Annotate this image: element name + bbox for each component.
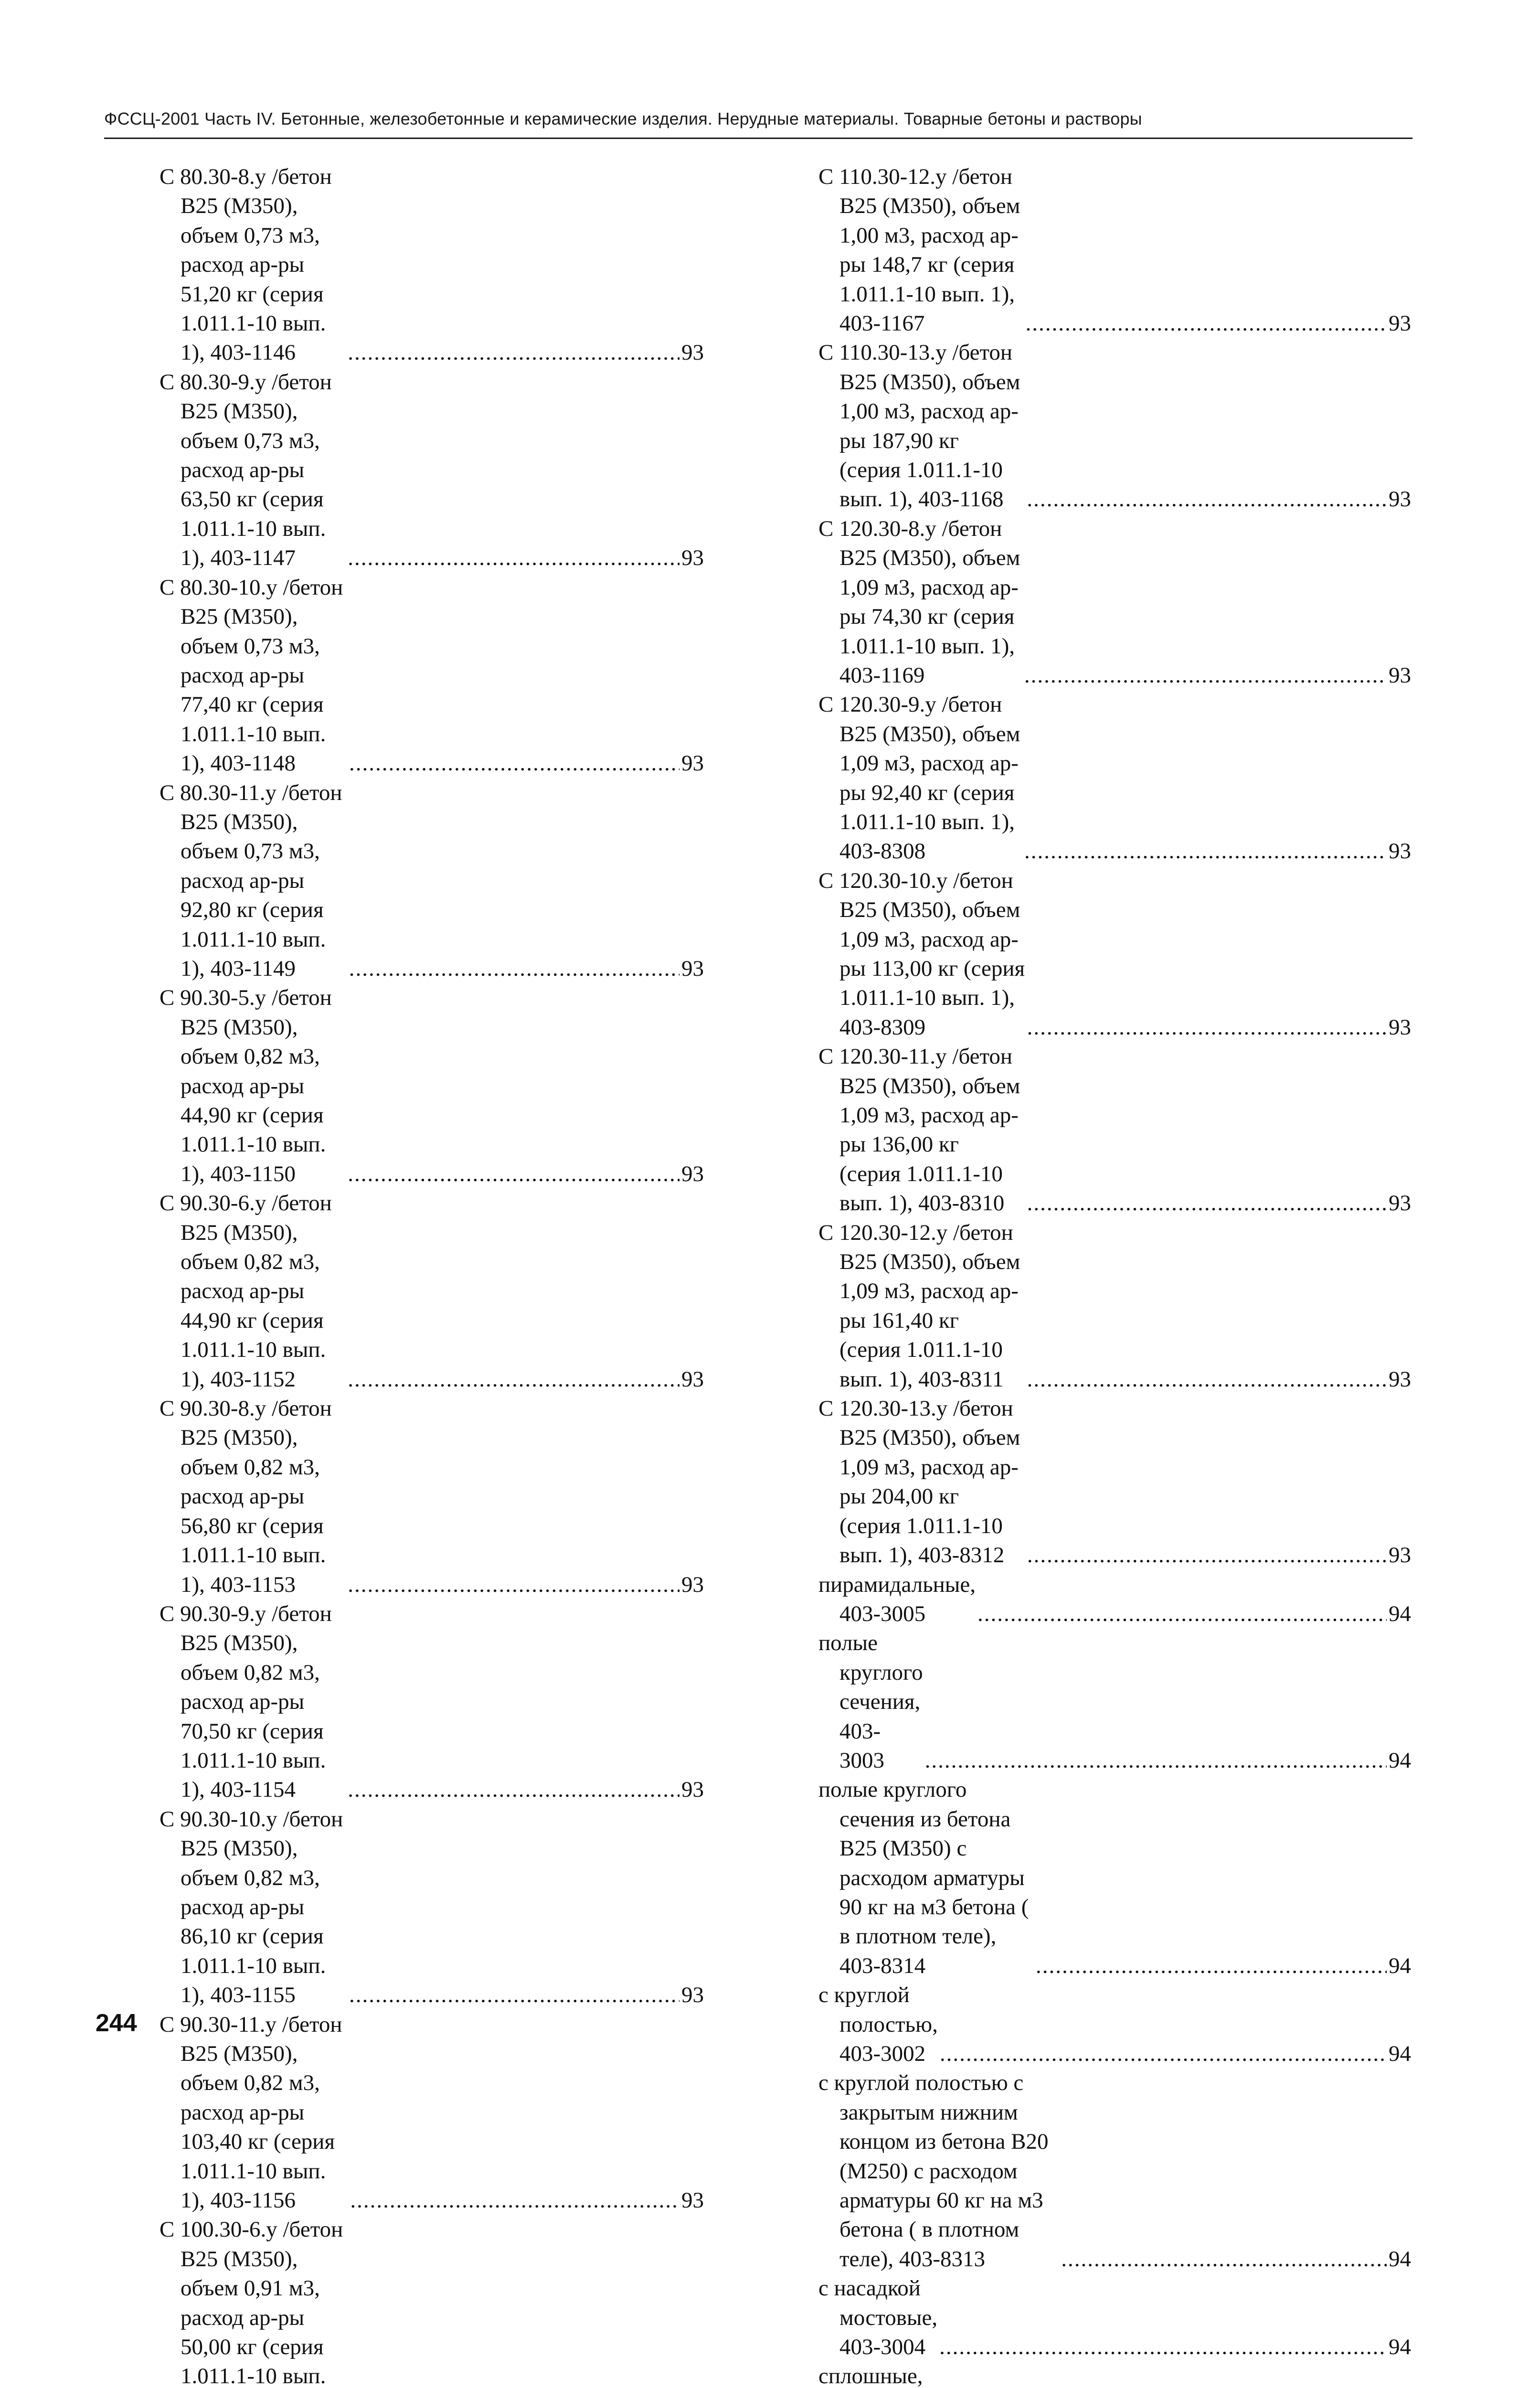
page-reference: 93 <box>681 340 704 365</box>
dot-leader <box>348 338 680 367</box>
index-entry <box>159 1189 704 1394</box>
index-entry <box>793 690 1411 866</box>
index-entry <box>793 2274 1411 2362</box>
dot-leader <box>1027 485 1387 514</box>
index-entry-text: С 100.30-6.у /бетон В25 (М350), объем 0,91 м3, расход ар-ры 50,00 кг (серия 1.011.1-10 вып. <box>159 2217 343 2388</box>
index-entry-text: С 120.30-8.у /бетон В25 (М350), объем 1,09 м3, расход ар-ры 74,30 кг (серия 1.011.1-10 вып. 1), 403-1169 <box>818 516 1020 688</box>
index-entry <box>159 2010 704 2216</box>
page-reference: 93 <box>681 751 704 776</box>
page-reference: 94 <box>1389 2246 1411 2271</box>
page-reference: 93 <box>1389 487 1411 512</box>
page-reference: 93 <box>1389 311 1411 336</box>
index-entry <box>793 338 1411 514</box>
page-reference: 93 <box>1389 839 1411 864</box>
dot-leader <box>348 1775 680 1804</box>
page-reference: 93 <box>681 1777 704 1802</box>
index-entry-text: С 110.30-13.у /бетон В25 (М350), объем 1,00 м3, расход ар-ры 187,90 кг (серия 1.011.1-10 вып. 1), 403-1168 <box>818 340 1020 512</box>
index-entry-text: полые круглого сечения, 403-3003 <box>818 1631 923 1773</box>
index-entry-text: С 110.30-12.у /бетон В25 (М350), объем 1,00 м3, расход ар-ры 148,7 кг (серия 1.011.1-10 вып. 1), 403-1167 <box>818 164 1020 336</box>
page-reference: 93 <box>1389 662 1411 688</box>
index-entry-text: с круглой полостью с закрытым нижним концом из бетона В20 (М250) с расходом арматуры 60 кг на м3 бетона ( в плотном теле), 403-8313 <box>818 2070 1049 2271</box>
index-entry-text: С 80.30-9.у /бетон В25 (М350), объем 0,73 м3, расход ар-ры 63,50 кг (серия 1.011.1-10 вып. 1), 403-1147 <box>159 369 332 571</box>
index-entry <box>793 1629 1411 1775</box>
page-reference: 93 <box>1389 1014 1411 1040</box>
index-entry-text: сплошные, <box>818 2364 923 2388</box>
index-entry <box>793 1394 1411 1570</box>
page-reference: 94 <box>1389 1748 1411 1773</box>
dot-leader <box>940 2039 1387 2068</box>
index-entry-text: С 90.30-11.у /бетон В25 (М350), объем 0,82 м3, расход ар-ры 103,40 кг (серия 1.011.1-10 вып. 1), 403-1156 <box>159 2012 342 2213</box>
dot-leader <box>1027 1541 1387 1570</box>
index-entry-text: С 90.30-8.у /бетон В25 (М350), объем 0,82 м3, расход ар-ры 56,80 кг (серия 1.011.1-10 вып. 1), 403-1153 <box>159 1396 332 1597</box>
dot-leader <box>977 1599 1387 1629</box>
index-entry-text: С 90.30-6.у /бетон В25 (М350), объем 0,82 м3, расход ар-ры 44,90 кг (серия 1.011.1-10 вып. 1), 403-1152 <box>159 1191 332 1392</box>
index-entry <box>793 1570 1411 1629</box>
dot-leader <box>1024 661 1387 690</box>
index-entry <box>793 2068 1411 2274</box>
page-reference: 94 <box>1389 1953 1411 1978</box>
dot-leader <box>1026 309 1387 338</box>
index-entry <box>793 1981 1411 2068</box>
index-column-right <box>793 162 1411 2388</box>
index-entry <box>159 1599 704 1805</box>
index-entry <box>793 866 1411 1042</box>
page-reference: 93 <box>681 1572 704 1597</box>
index-entry-text: С 90.30-9.у /бетон В25 (М350), объем 0,82 м3, расход ар-ры 70,50 кг (серия 1.011.1-10 вып. 1), 403-1154 <box>159 1601 332 1802</box>
running-header: ФССЦ-2001 Часть IV. Бетонные, железобетонные и керамические изделия. Нерудные материалы. Товарные бетоны и растворы <box>104 109 1142 128</box>
page-reference: 93 <box>681 2188 704 2213</box>
index-column-left <box>159 162 704 2388</box>
index-entry <box>793 162 1411 338</box>
index-entry <box>793 1042 1411 1218</box>
index-entry-text: С 120.30-12.у /бетон В25 (М350), объем 1,09 м3, расход ар-ры 161,40 кг (серия 1.011.1-10 вып. 1), 403-8311 <box>818 1220 1020 1392</box>
page-reference: 93 <box>1389 1191 1411 1216</box>
dot-leader <box>939 2333 1387 2362</box>
dot-leader <box>1027 1365 1387 1394</box>
page-reference: 93 <box>681 1366 704 1392</box>
index-entry <box>793 2362 1411 2388</box>
dot-leader <box>348 544 680 573</box>
index-entry <box>159 778 704 984</box>
index-entry-text: с круглой полостью, 403-3002 <box>818 1983 938 2066</box>
dot-leader <box>1027 1013 1387 1042</box>
index-entry-text: С 120.30-9.у /бетон В25 (М350), объем 1,09 м3, расход ар-ры 92,40 кг (серия 1.011.1-10 вып. 1), 403-8308 <box>818 692 1020 864</box>
index-entry-text: С 120.30-13.у /бетон В25 (М350), объем 1,09 м3, расход ар-ры 204,00 кг (серия 1.011.1-10 вып. 1), 403-8312 <box>818 1396 1020 1568</box>
page-reference: 93 <box>681 1161 704 1186</box>
dot-leader <box>1061 2245 1387 2274</box>
index-entry-text: С 90.30-5.у /бетон В25 (М350), объем 0,82 м3, расход ар-ры 44,90 кг (серия 1.011.1-10 вып. 1), 403-1150 <box>159 985 332 1186</box>
dot-leader <box>1024 837 1387 866</box>
page-number: 244 <box>96 2009 137 2037</box>
index-entry <box>159 162 704 368</box>
index-entry-text: С 80.30-11.у /бетон В25 (М350), объем 0,73 м3, расход ар-ры 92,80 кг (серия 1.011.1-10 вып. 1), 403-1149 <box>159 780 342 981</box>
index-entry <box>159 368 704 573</box>
header-rule <box>104 138 1413 139</box>
dot-leader <box>1036 1951 1387 1981</box>
dot-leader <box>348 1570 680 1599</box>
index-entry-text: полые круглого сечения из бетона В25 (М350) с расходом арматуры 90 кг на м3 бетона ( в плотном теле), 403-8314 <box>818 1777 1029 1978</box>
index-entry <box>159 983 704 1189</box>
dot-leader <box>349 749 680 778</box>
index-entry <box>793 514 1411 690</box>
index-entry-text: С 120.30-11.у /бетон В25 (М350), объем 1,09 м3, расход ар-ры 136,00 кг (серия 1.011.1-10 вып. 1), 403-8310 <box>818 1044 1020 1216</box>
dot-leader <box>349 1981 680 2010</box>
index-entry-text: С 80.30-10.у /бетон В25 (М350), объем 0,73 м3, расход ар-ры 77,40 кг (серия 1.011.1-10 вып. 1), 403-1148 <box>159 575 343 776</box>
page-reference: 94 <box>1389 2041 1411 2066</box>
page-reference: 93 <box>1389 1543 1411 1568</box>
index-entry <box>159 1805 704 2010</box>
index-entry <box>159 1394 704 1599</box>
dot-leader <box>1027 1189 1387 1218</box>
index-entry <box>159 573 704 778</box>
page-reference: 93 <box>1389 1366 1411 1392</box>
page-reference: 93 <box>681 956 704 981</box>
page-reference: 94 <box>1389 2335 1411 2360</box>
index-entry <box>159 2215 704 2388</box>
index-entry-text: С 90.30-10.у /бетон В25 (М350), объем 0,82 м3, расход ар-ры 86,10 кг (серия 1.011.1-10 вып. 1), 403-1155 <box>159 1806 343 2008</box>
page-reference: 93 <box>681 1983 704 2008</box>
dot-leader <box>349 954 680 983</box>
index-entry-text: пирамидальные, 403-3005 <box>818 1572 976 1626</box>
dot-leader <box>348 1160 680 1189</box>
index-entry-text: С 80.30-8.у /бетон В25 (М350), объем 0,73 м3, расход ар-ры 51,20 кг (серия 1.011.1-10 вып. 1), 403-1146 <box>159 164 332 365</box>
index-entry <box>793 1218 1411 1394</box>
dot-leader <box>350 2186 680 2215</box>
index-entry-text: с насадкой мостовые, 403-3004 <box>818 2276 938 2360</box>
index-entry-text: С 120.30-10.у /бетон В25 (М350), объем 1,09 м3, расход ар-ры 113,00 кг (серия 1.011.1-10 вып. 1), 403-8309 <box>818 868 1025 1040</box>
dot-leader <box>925 1746 1387 1775</box>
index-entry <box>793 1775 1411 1981</box>
dot-leader <box>348 1365 680 1394</box>
page-reference: 94 <box>1389 1601 1411 1626</box>
page-reference: 93 <box>681 545 704 571</box>
